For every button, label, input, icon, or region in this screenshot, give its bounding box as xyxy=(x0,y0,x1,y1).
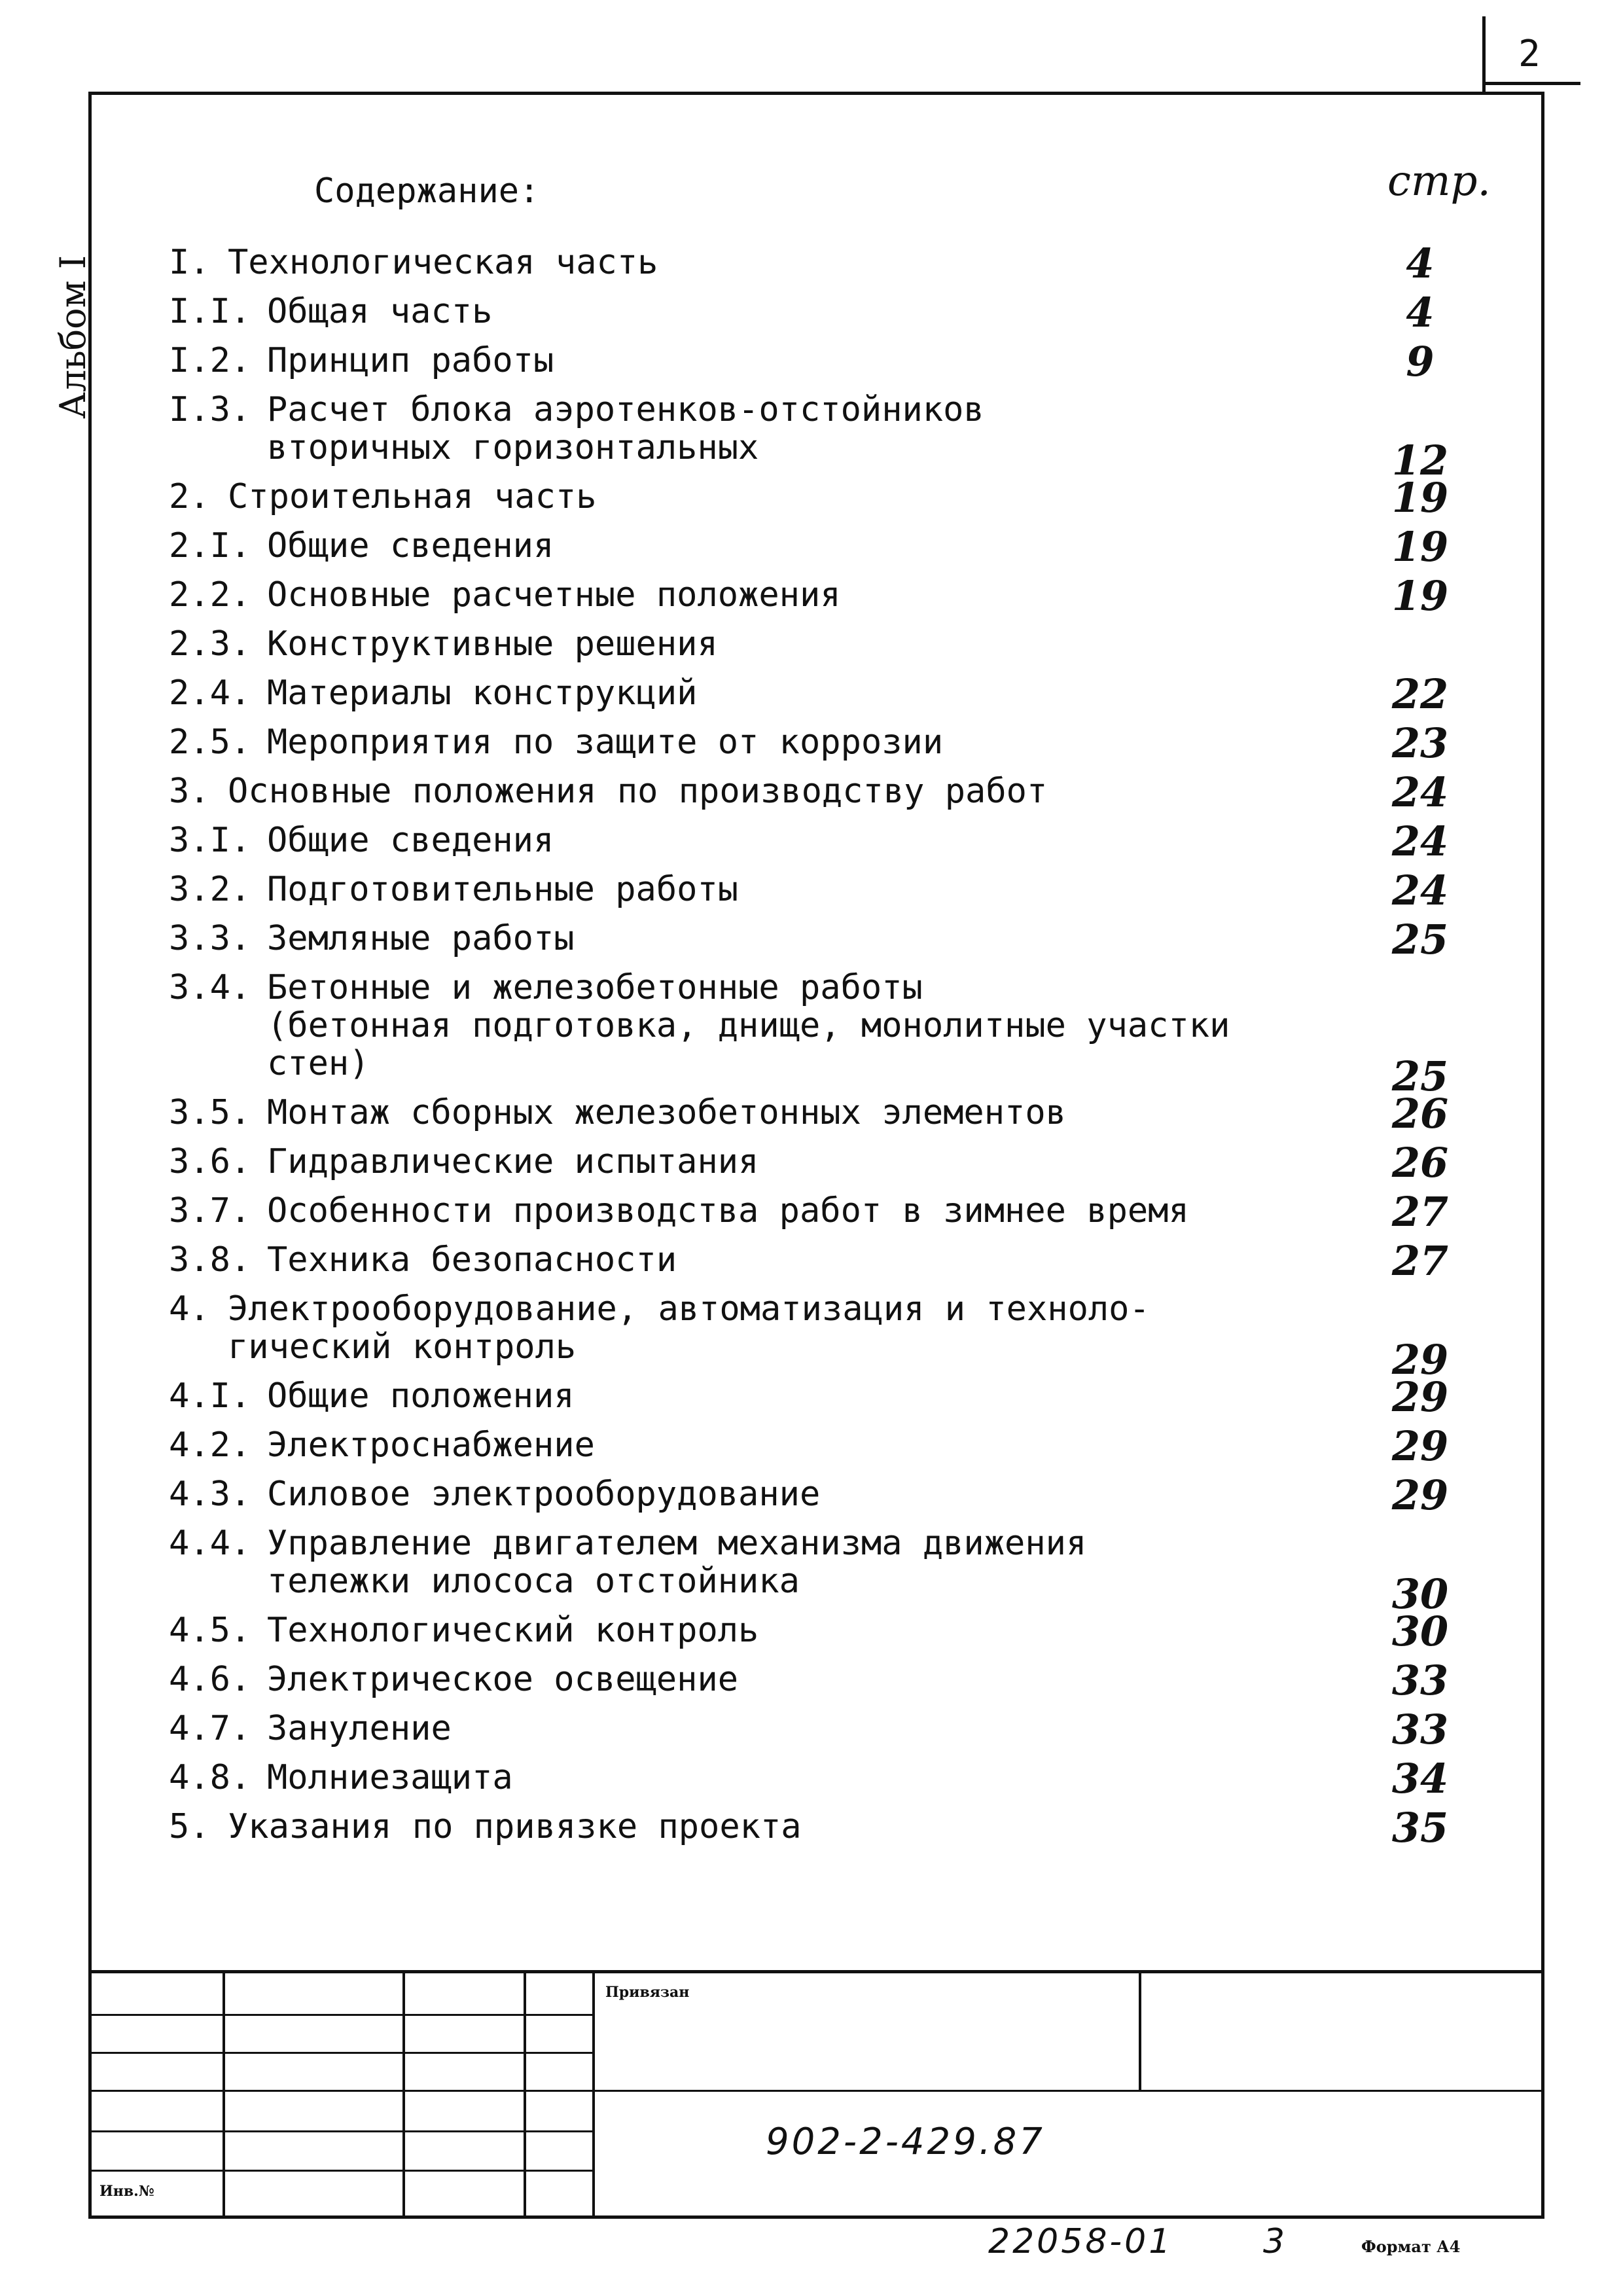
toc-entry-text: Особенности производства работ в зимнее время xyxy=(267,1191,1189,1230)
toc-entry xyxy=(169,1143,758,1181)
toc-entry-page: 27 xyxy=(1391,1188,1449,1236)
tb-row-line xyxy=(92,2090,592,2092)
toc-entry-number: 3.3. xyxy=(169,919,251,958)
bottom-code: 22058-01 xyxy=(988,2222,1173,2261)
toc-entry-number: 2.4. xyxy=(169,673,251,713)
toc-entry-text: Технологическая часть xyxy=(228,243,658,282)
toc-entry xyxy=(169,243,658,281)
toc-entry-text: Силовое электрооборудование xyxy=(267,1475,821,1514)
toc-entry-number: 3.5. xyxy=(169,1093,251,1132)
toc-entry xyxy=(169,1192,1189,1230)
toc-entry-number: 4.5. xyxy=(169,1611,251,1650)
tb-divider xyxy=(223,1973,225,2215)
inventory-label: Инв.№ xyxy=(99,2183,154,2200)
toc-entry-number: 3.4. xyxy=(169,968,251,1007)
toc-entry-number: 2.3. xyxy=(169,624,251,664)
toc-entry-page: 19 xyxy=(1391,474,1449,522)
toc-entry-page: 34 xyxy=(1391,1755,1449,1803)
toc-entry-text: Монтаж сборных железобетонных элементов xyxy=(267,1093,1066,1132)
toc-entry-text: Молниезащита xyxy=(267,1758,513,1797)
attached-label: Привязан xyxy=(605,1984,690,2001)
toc-entry-page: 26 xyxy=(1391,1090,1449,1138)
toc-entry xyxy=(169,920,575,958)
toc-entry-page: 33 xyxy=(1391,1657,1449,1704)
toc-entry-number: 4.8. xyxy=(169,1758,251,1797)
toc-entry xyxy=(169,1759,513,1797)
toc-entry-number: 3.8. xyxy=(169,1240,251,1280)
toc-entry-number: I.3. xyxy=(169,390,251,429)
toc-entry-text: Электрическое освещение xyxy=(267,1660,739,1699)
toc-entry-number: I. xyxy=(169,243,210,282)
toc-entry-page: 29 xyxy=(1391,1373,1449,1421)
toc-entry xyxy=(169,1808,802,1846)
toc-entry-page: 24 xyxy=(1391,817,1449,865)
toc-entry-text: Принцип работы xyxy=(267,341,554,380)
toc-entry-text: Конструктивные решения xyxy=(267,624,718,664)
tb-row-line xyxy=(92,2130,592,2132)
toc-entry-text: Мероприятия по защите от коррозии xyxy=(267,723,944,762)
toc-entry-number: 4.4. xyxy=(169,1524,251,1563)
toc-entry-text: Основные положения по производству работ xyxy=(228,772,1048,811)
sheet-number-underline xyxy=(1482,82,1580,85)
toc-entry xyxy=(169,1611,758,1649)
toc-entry-number: I.I. xyxy=(169,292,251,331)
toc-entry-text: Общая часть xyxy=(267,292,493,331)
toc-entry xyxy=(169,391,984,467)
toc-entry xyxy=(169,821,554,859)
toc-entry-page: 33 xyxy=(1391,1706,1449,1753)
toc-entry-number: 3.2. xyxy=(169,870,251,909)
toc-entry-page: 30 xyxy=(1391,1570,1449,1618)
tb-row-line xyxy=(92,2052,592,2054)
toc-entry xyxy=(169,772,1047,810)
toc-entry-page: 29 xyxy=(1391,1336,1449,1384)
toc-entry xyxy=(169,1524,1086,1600)
tb-row-line xyxy=(92,2014,592,2016)
toc-entry xyxy=(169,1426,595,1464)
toc-entry xyxy=(169,625,718,663)
toc-entry-page: 12 xyxy=(1391,437,1449,484)
toc-entry-page: 19 xyxy=(1391,572,1449,620)
album-label: Альбом I xyxy=(52,255,94,419)
toc-entry xyxy=(169,1290,1150,1366)
toc-entry-text: Строительная часть xyxy=(228,477,597,516)
toc-entry-page: 23 xyxy=(1391,719,1449,767)
toc-entry xyxy=(169,1710,452,1748)
sheet-number-divider xyxy=(1482,16,1486,92)
bottom-sheet-number: 3 xyxy=(1263,2222,1285,2261)
toc-entry xyxy=(169,1660,738,1698)
toc-entry-page: 24 xyxy=(1391,768,1449,816)
document-code: 902-2-429.87 xyxy=(766,2121,1045,2163)
toc-entry-page: 19 xyxy=(1391,523,1449,571)
toc-entry xyxy=(169,674,697,712)
toc-entry xyxy=(169,478,597,516)
toc-entry-page: 26 xyxy=(1391,1139,1449,1187)
toc-entry-page: 29 xyxy=(1391,1422,1449,1470)
toc-entry-number: 3. xyxy=(169,772,210,811)
toc-entry xyxy=(169,342,554,380)
toc-entry-text: Подготовительные работы xyxy=(267,870,739,909)
toc-entry-text: Расчет блока аэротенков-отстойников вторичных горизонтальных xyxy=(267,390,984,467)
toc-entry-number: 2. xyxy=(169,477,210,516)
toc-entry-number: 5. xyxy=(169,1807,210,1846)
toc-entry-number: 2.2. xyxy=(169,575,251,615)
toc-entry-page: 29 xyxy=(1391,1471,1449,1519)
toc-entry-text: Общие сведения xyxy=(267,526,554,565)
toc-entry-number: I.2. xyxy=(169,341,251,380)
toc-entry-page: 35 xyxy=(1391,1804,1449,1852)
tb-row-line xyxy=(592,2090,1541,2092)
toc-entry-page: 30 xyxy=(1391,1607,1449,1655)
toc-entry-number: 4.I. xyxy=(169,1376,251,1416)
toc-entry-page: 25 xyxy=(1391,1052,1449,1100)
toc-entry-number: 4.3. xyxy=(169,1475,251,1514)
toc-entry-number: 2.5. xyxy=(169,723,251,762)
toc-entry-text: Земляные работы xyxy=(267,919,575,958)
toc-entry-text: Управление двигателем механизма движения тележки илососа отстойника xyxy=(267,1524,1087,1601)
tb-divider xyxy=(524,1973,526,2215)
paper-format: Формат А4 xyxy=(1361,2237,1461,2256)
toc-entry-page: 4 xyxy=(1406,289,1435,336)
toc-entry-text: Общие сведения xyxy=(267,821,554,860)
toc-entry xyxy=(169,870,738,908)
toc-entry xyxy=(169,1377,575,1415)
toc-entry-text: Техника безопасности xyxy=(267,1240,677,1280)
toc-entry-text: Технологический контроль xyxy=(267,1611,759,1650)
toc-entry-number: 3.I. xyxy=(169,821,251,860)
toc-entry-text: Материалы конструкций xyxy=(267,673,698,713)
toc-entry-number: 3.6. xyxy=(169,1142,251,1181)
toc-entry xyxy=(169,527,554,565)
toc-entry-page: 9 xyxy=(1406,338,1435,386)
toc-entry xyxy=(169,723,943,761)
toc-entry-page: 24 xyxy=(1391,867,1449,914)
toc-entry-page: 27 xyxy=(1391,1237,1449,1285)
tb-divider xyxy=(402,1973,405,2215)
toc-entry-number: 4.7. xyxy=(169,1709,251,1748)
tb-divider xyxy=(592,1973,595,2215)
toc-entry-text: Указания по привязке проекта xyxy=(228,1807,802,1846)
toc-entry-page: 25 xyxy=(1391,916,1449,963)
toc-entry-number: 3.7. xyxy=(169,1191,251,1230)
toc-entry-text: Бетонные и железобетонные работы (бетонная подготовка, днище, монолитные участки стен) xyxy=(267,968,1230,1083)
toc-entry-number: 4.2. xyxy=(169,1426,251,1465)
sheet-number: 2 xyxy=(1518,33,1541,75)
toc-entry-text: Электроснабжение xyxy=(267,1426,595,1465)
toc-entry-text: Основные расчетные положения xyxy=(267,575,841,615)
toc-entry-number: 4.6. xyxy=(169,1660,251,1699)
toc-title: Содержание: xyxy=(314,171,540,211)
toc-entry xyxy=(169,1241,677,1279)
toc-entry xyxy=(169,576,841,614)
page-column-header: стр. xyxy=(1387,157,1491,206)
toc-entry-page: 4 xyxy=(1406,240,1435,287)
toc-entry-number: 2.I. xyxy=(169,526,251,565)
tb-row-line xyxy=(92,2170,592,2172)
toc-entry xyxy=(169,969,1230,1083)
title-block xyxy=(92,1970,1541,2219)
tb-divider xyxy=(1139,1973,1141,2091)
toc-entry-text: Электрооборудование, автоматизация и техноло- гический контроль xyxy=(228,1289,1150,1367)
toc-entry xyxy=(169,1094,1066,1132)
toc-entry-number: 4. xyxy=(169,1289,210,1329)
toc-entry-text: Гидравлические испытания xyxy=(267,1142,759,1181)
toc-entry-text: Зануление xyxy=(267,1709,452,1748)
toc-entry-page: 22 xyxy=(1391,670,1449,718)
toc-entry xyxy=(169,293,492,331)
toc-entry-text: Общие положения xyxy=(267,1376,575,1416)
toc-entry xyxy=(169,1475,820,1513)
